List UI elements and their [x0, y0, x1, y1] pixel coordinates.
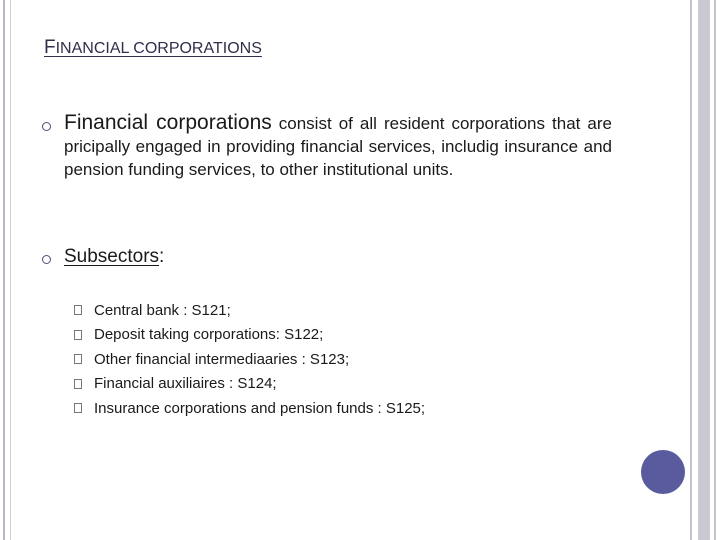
list-item-label: Insurance corporations and pension funds : S125;	[94, 399, 426, 417]
list-item	[74, 347, 425, 372]
title-first-letter: F	[44, 37, 56, 58]
definition-paragraph	[64, 111, 612, 181]
title-rest: INANCIAL CORPORATIONS	[55, 40, 262, 57]
subsectors-suffix: :	[159, 246, 165, 267]
left-frame-line-inner	[10, 0, 11, 540]
subsector-list	[74, 298, 425, 421]
paragraph-lead: Financial corporations	[64, 111, 272, 134]
circle-bullet-icon	[42, 255, 51, 264]
paragraph-body: consist of all resident corporations that are pricipally engaged in providing financial services, includig insurance and pension funding services, to other institutional units.	[64, 114, 612, 179]
list-item-label: Central bank : S121;	[94, 301, 231, 319]
list-item-label: Financial auxiliaires : S124;	[94, 375, 277, 393]
list-item	[74, 298, 425, 323]
subsectors-heading	[64, 246, 164, 268]
square-bullet-icon	[74, 354, 82, 364]
square-bullet-icon	[74, 305, 82, 315]
list-item-label: Deposit taking corporations: S122;	[94, 326, 324, 344]
list-item	[74, 323, 425, 348]
right-frame-band	[698, 0, 710, 540]
list-item-label: Other financial intermediaaries : S123;	[94, 350, 350, 368]
circle-bullet-icon	[42, 122, 51, 131]
right-frame-line-outer	[714, 0, 716, 540]
list-item	[74, 396, 425, 421]
right-frame-line	[690, 0, 692, 540]
square-bullet-icon	[74, 330, 82, 340]
subsectors-label: Subsectors	[64, 246, 160, 267]
list-item	[74, 372, 425, 397]
left-frame-line	[3, 0, 5, 540]
slide-title	[44, 37, 262, 59]
square-bullet-icon	[74, 379, 82, 389]
decorative-circle	[641, 450, 685, 494]
square-bullet-icon	[74, 403, 82, 413]
